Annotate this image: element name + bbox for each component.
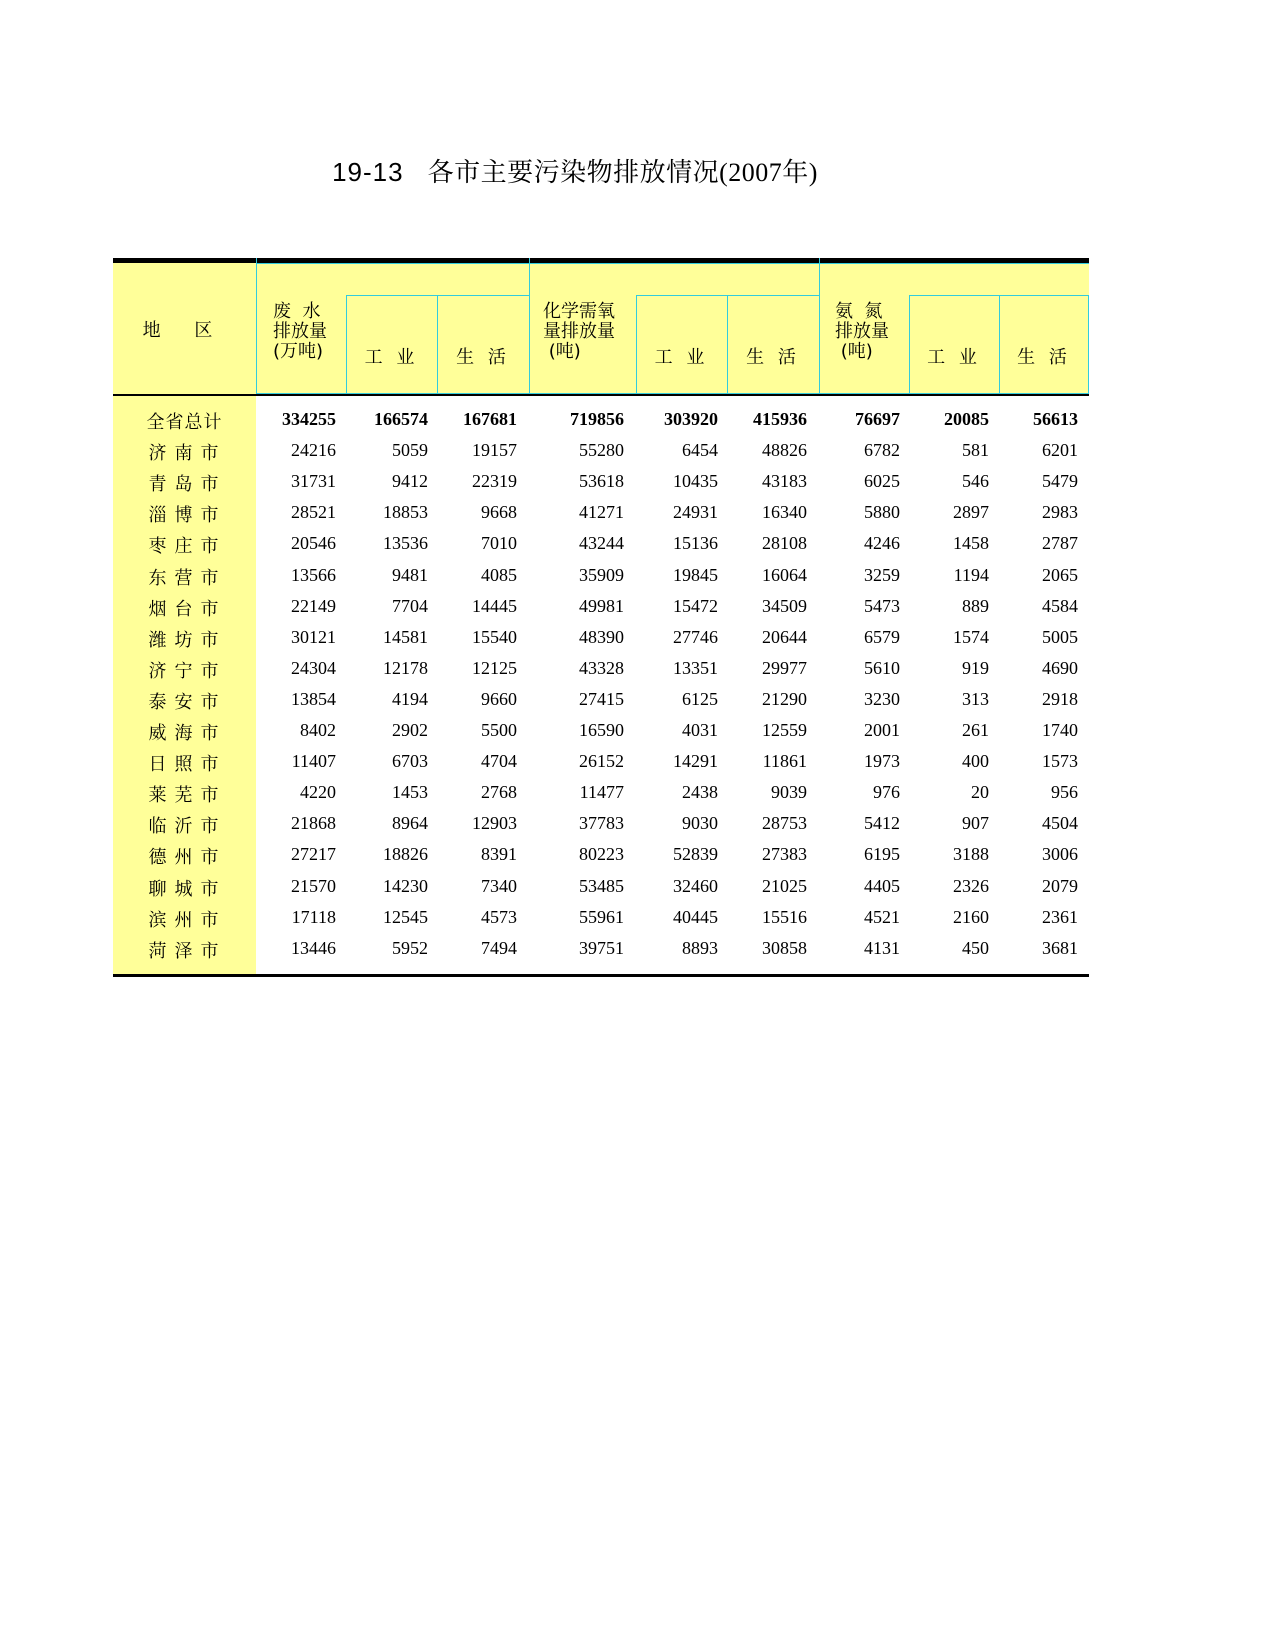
table-cell: 24304 [291, 657, 336, 678]
table-cell: 15516 [762, 906, 807, 927]
table-cell: 49981 [579, 595, 624, 616]
table-cell: 29977 [762, 657, 807, 678]
table-cell: 2361 [1042, 906, 1078, 927]
table-cell: 415936 [753, 409, 807, 429]
table-cell: 9481 [392, 564, 428, 585]
table-row [113, 933, 1089, 964]
table-row [113, 591, 1089, 622]
table-cell: 400 [962, 751, 989, 772]
table-cell: 9412 [392, 471, 428, 492]
table-cell: 4085 [481, 564, 517, 585]
table-cell: 2787 [1042, 533, 1078, 554]
table-cell: 1573 [1042, 751, 1078, 772]
region-name: 淄博市 [148, 505, 227, 527]
table-cell: 4131 [864, 937, 900, 958]
table-cell: 3681 [1042, 937, 1078, 958]
table-cell: 1194 [953, 564, 989, 585]
region-name: 滨州市 [148, 909, 227, 931]
table-cell: 889 [962, 595, 989, 616]
region-name: 青岛市 [148, 474, 227, 496]
table-cell: 13566 [291, 564, 336, 585]
table-cell: 27217 [291, 844, 336, 865]
table-cell: 16340 [762, 502, 807, 523]
table-cell: 1740 [1042, 720, 1078, 740]
table-cell: 4573 [481, 906, 517, 927]
table-cell: 956 [1051, 782, 1078, 803]
table-cell: 9660 [481, 688, 517, 709]
table-cell: 16590 [579, 720, 624, 740]
table-cell: 43244 [579, 533, 624, 554]
wastewater-domestic-header: 生 活 [456, 347, 510, 368]
table-cell: 43328 [579, 657, 624, 678]
table-cell: 26152 [579, 751, 624, 772]
table-cell: 907 [962, 813, 989, 834]
table-cell: 21570 [291, 875, 336, 896]
table-cell: 6703 [392, 751, 428, 772]
table-cell: 34509 [762, 595, 807, 616]
region-name: 聊城市 [148, 878, 227, 900]
cod-header: 化学需氧 量排放量 (吨) [543, 301, 615, 362]
table-cell: 15136 [673, 533, 718, 554]
table-cell: 3188 [953, 844, 989, 865]
table-cell: 55961 [579, 906, 624, 927]
region-column-header: 地 区 [142, 319, 227, 341]
region-name: 东营市 [148, 567, 227, 589]
table-cell: 2918 [1042, 688, 1078, 709]
table-cell: 14230 [383, 875, 428, 896]
region-name: 泰安市 [148, 691, 227, 713]
table-cell: 6201 [1042, 440, 1078, 461]
table-cell: 5059 [392, 440, 428, 461]
page-title [0, 152, 1150, 189]
table-cell: 31731 [291, 471, 336, 492]
table-cell: 5610 [864, 657, 900, 678]
table-title: 各市主要污染物排放情况(2007年) [427, 158, 818, 187]
table-row [113, 746, 1089, 777]
region-name: 全省总计 [146, 412, 223, 433]
table-row [113, 902, 1089, 933]
table-cell: 3006 [1042, 844, 1078, 865]
table-cell: 3259 [864, 564, 900, 585]
table-cell: 2160 [953, 906, 989, 927]
table-cell: 12559 [762, 720, 807, 740]
table-cell: 5412 [864, 813, 900, 834]
table-cell: 30121 [291, 626, 336, 647]
table-cell: 28108 [762, 533, 807, 554]
table-cell: 27746 [673, 626, 718, 647]
table-cell: 2983 [1042, 502, 1078, 523]
region-name: 济宁市 [148, 660, 227, 682]
table-cell: 13536 [383, 533, 428, 554]
table-cell: 9030 [682, 813, 718, 834]
table-cell: 8893 [682, 937, 718, 958]
table-cell: 313 [962, 688, 989, 709]
table-row [113, 871, 1089, 902]
table-cell: 5952 [392, 937, 428, 958]
table-cell: 56613 [1033, 409, 1078, 429]
table-cell: 303920 [664, 409, 718, 429]
table-cell: 8402 [300, 720, 336, 740]
table-cell: 546 [962, 471, 989, 492]
table-cell: 7704 [392, 595, 428, 616]
table-cell: 18826 [383, 844, 428, 865]
table-cell: 16064 [762, 564, 807, 585]
table-row [113, 404, 1089, 435]
cod-industry-header: 工 业 [654, 347, 709, 368]
table-cell: 4504 [1042, 813, 1078, 834]
region-name: 枣庄市 [148, 536, 227, 558]
table-cell: 976 [873, 782, 900, 803]
table-cell: 27383 [762, 844, 807, 865]
table-cell: 919 [962, 657, 989, 678]
table-cell: 7494 [481, 937, 517, 958]
ammonia-industry-header: 工 业 [927, 347, 981, 368]
table-cell: 8964 [392, 813, 428, 834]
table-cell: 41271 [579, 502, 624, 523]
table-cell: 20546 [291, 533, 336, 554]
table-cell: 4220 [300, 782, 336, 803]
table-cell: 28521 [291, 502, 336, 523]
table-cell: 14581 [383, 626, 428, 647]
table-cell: 53618 [579, 471, 624, 492]
table-cell: 13351 [673, 657, 718, 678]
table-cell: 14445 [472, 595, 517, 616]
table-cell: 80223 [579, 844, 624, 865]
table-row [113, 622, 1089, 653]
region-name: 潍坊市 [148, 629, 227, 651]
table-cell: 20085 [944, 409, 989, 429]
table-cell: 6454 [682, 440, 718, 461]
table-cell: 15540 [472, 626, 517, 647]
table-cell: 719856 [570, 409, 624, 429]
table-row [113, 528, 1089, 559]
table-cell: 2897 [953, 502, 989, 523]
table-cell: 4690 [1042, 657, 1078, 678]
table-cell: 8391 [481, 844, 517, 865]
table-cell: 2438 [682, 782, 718, 803]
table-cell: 11477 [579, 782, 624, 803]
table-cell: 39751 [579, 937, 624, 958]
table-cell: 4704 [481, 751, 517, 772]
table-header [113, 258, 1089, 396]
table-cell: 9039 [771, 782, 807, 803]
table-cell: 19157 [472, 440, 517, 461]
table-cell: 21025 [762, 875, 807, 896]
table-cell: 5479 [1042, 471, 1078, 492]
table-cell: 5005 [1042, 626, 1078, 647]
table-cell: 24216 [291, 440, 336, 461]
table-cell: 40445 [673, 906, 718, 927]
region-name: 德州市 [148, 847, 227, 869]
table-row [113, 560, 1089, 591]
region-name: 烟台市 [148, 598, 227, 620]
table-cell: 22149 [291, 595, 336, 616]
table-cell: 2902 [392, 720, 428, 740]
table-row [113, 715, 1089, 746]
table-row [113, 497, 1089, 528]
table-cell: 20644 [762, 626, 807, 647]
table-cell: 43183 [762, 471, 807, 492]
table-cell: 4405 [864, 875, 900, 896]
table-cell: 1574 [953, 626, 989, 647]
table-cell: 5880 [864, 502, 900, 523]
table-cell: 4194 [392, 688, 428, 709]
table-cell: 4521 [864, 906, 900, 927]
table-cell: 12178 [383, 657, 428, 678]
table-cell: 1458 [953, 533, 989, 554]
table-cell: 19845 [673, 564, 718, 585]
table-cell: 4031 [682, 720, 718, 740]
table-cell: 2079 [1042, 875, 1078, 896]
table-cell: 18853 [383, 502, 428, 523]
table-cell: 55280 [579, 440, 624, 461]
table-cell: 52839 [673, 844, 718, 865]
table-cell: 12125 [472, 657, 517, 678]
table-cell: 4584 [1042, 595, 1078, 616]
table-bottom-border [113, 974, 1089, 977]
table-cell: 166574 [374, 409, 428, 429]
table-cell: 13446 [291, 937, 336, 958]
table-cell: 1973 [864, 751, 900, 772]
table-cell: 11407 [291, 751, 336, 772]
table-cell: 334255 [282, 409, 336, 429]
ammonia-header: 氨 氮 排放量 (吨) [835, 301, 889, 362]
table-cell: 48390 [579, 626, 624, 647]
table-cell: 3230 [864, 688, 900, 709]
table-cell: 4246 [864, 533, 900, 554]
table-cell: 2768 [481, 782, 517, 803]
table-cell: 48826 [762, 440, 807, 461]
region-name: 菏泽市 [148, 940, 227, 962]
table-number: 19-13 [332, 157, 404, 187]
wastewater-industry-header: 工 业 [364, 347, 419, 368]
table-cell: 30858 [762, 937, 807, 958]
cod-domestic-header: 生 活 [746, 347, 800, 368]
table-cell: 7010 [481, 533, 517, 554]
table-cell: 6025 [864, 471, 900, 492]
table-cell: 11861 [762, 751, 807, 772]
table-cell: 15472 [673, 595, 718, 616]
region-name: 日照市 [148, 754, 227, 776]
table-row [113, 435, 1089, 466]
table-cell: 5473 [864, 595, 900, 616]
table-cell: 450 [962, 937, 989, 958]
region-name: 威海市 [148, 723, 227, 744]
table-row [113, 684, 1089, 715]
table-cell: 76697 [855, 409, 900, 429]
table-cell: 35909 [579, 564, 624, 585]
table-cell: 37783 [579, 813, 624, 834]
table-cell: 1453 [392, 782, 428, 803]
table-row [113, 808, 1089, 839]
table-cell: 581 [962, 440, 989, 461]
table-cell: 9668 [481, 502, 517, 523]
table-cell: 53485 [579, 875, 624, 896]
table-cell: 261 [962, 720, 989, 740]
region-name: 莱芜市 [148, 785, 227, 807]
table-cell: 6782 [864, 440, 900, 461]
ammonia-domestic-header: 生 活 [1017, 347, 1071, 368]
table-cell: 21868 [291, 813, 336, 834]
table-row [113, 466, 1089, 497]
table-cell: 17118 [291, 906, 336, 927]
region-name: 济南市 [148, 443, 227, 465]
table-cell: 7340 [481, 875, 517, 896]
table-cell: 2065 [1042, 564, 1078, 585]
table-cell: 2326 [953, 875, 989, 896]
table-cell: 28753 [762, 813, 807, 834]
table-cell: 20 [971, 782, 989, 803]
table-cell: 22319 [472, 471, 517, 492]
table-cell: 6125 [682, 688, 718, 709]
table-cell: 10435 [673, 471, 718, 492]
table-cell: 32460 [673, 875, 718, 896]
table-cell: 13854 [291, 688, 336, 709]
wastewater-header: 废 水 排放量 (万吨) [273, 301, 327, 362]
table-row [113, 839, 1089, 870]
table-cell: 21290 [762, 688, 807, 709]
table-cell: 2001 [864, 720, 900, 740]
table-cell: 12903 [472, 813, 517, 834]
table-cell: 27415 [579, 688, 624, 709]
table-cell: 167681 [463, 409, 517, 429]
table-cell: 12545 [383, 906, 428, 927]
table-cell: 5500 [481, 720, 517, 740]
region-name: 临沂市 [148, 816, 227, 838]
table-row [113, 653, 1089, 684]
table-cell: 6579 [864, 626, 900, 647]
table-cell: 14291 [673, 751, 718, 772]
table-cell: 24931 [673, 502, 718, 523]
table-cell: 6195 [864, 844, 900, 865]
table-row [113, 777, 1089, 808]
